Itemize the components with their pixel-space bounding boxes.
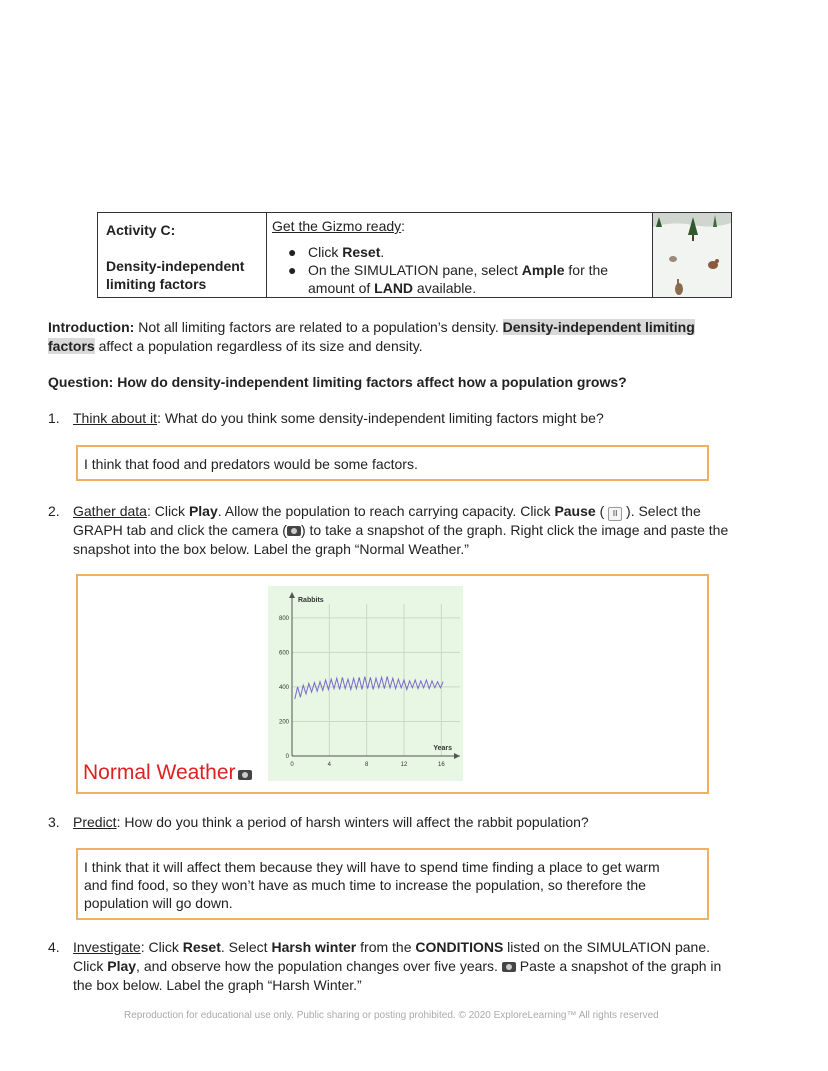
- q4-number: 4.: [48, 939, 60, 955]
- q2-line2: GRAPH tab and click the camera ( ) to take a snapshot of the graph. Right click the image and paste the: [73, 522, 729, 538]
- q2-line3: snapshot into the box below. Label the graph “Normal Weather.”: [73, 541, 469, 557]
- x-tick-label: 0: [290, 762, 294, 768]
- bullet-reset: Click Reset.: [308, 244, 385, 260]
- gizmo-ready-cell: [266, 213, 653, 297]
- q4-line2: Click Play, and observe how the population changes over five years. Paste a snapshot of the graph in: [73, 958, 722, 974]
- gizmo-ready-heading: Get the Gizmo ready:: [272, 218, 406, 234]
- q3-answer-line1: I think that it will affect them because they will have to spend time finding a place to get warm: [84, 859, 660, 875]
- q1-text: Think about it: What do you think some density-independent limiting factors might be?: [73, 410, 604, 426]
- intro-line2: factors affect a population regardless of its size and density.: [48, 338, 423, 354]
- q3-text: Predict: How do you think a period of harsh winters will affect the rabbit population?: [73, 814, 589, 830]
- x-tick-label: 12: [400, 762, 408, 768]
- camera-icon: [238, 770, 252, 780]
- q3-number: 3.: [48, 814, 60, 830]
- y-tick-label: 800: [278, 615, 289, 622]
- pause-icon: II: [608, 507, 622, 521]
- q3-answer-line3: population will go down.: [84, 895, 233, 911]
- x-tick-label: 8: [364, 762, 369, 768]
- bullet-land-line2: amount of LAND available.: [308, 280, 477, 296]
- rabbit-snow-thumbnail: [653, 213, 731, 297]
- camera-icon: [287, 526, 301, 536]
- q3-answer-box[interactable]: [76, 848, 709, 920]
- activity-subtitle-line1: Density-independent: [106, 258, 245, 274]
- activity-header-table: [97, 212, 732, 298]
- normal-weather-label: Normal Weather: [83, 760, 252, 786]
- copyright-footer: Reproduction for educational use only. Public sharing or posting prohibited. © 2020 ExploreLearning™ All rights reserved: [124, 1010, 659, 1021]
- activity-subtitle-line2: limiting factors: [106, 276, 207, 292]
- x-tick-label: 4: [327, 762, 332, 768]
- question-heading: Question: How do density-independent limiting factors affect how a population grows?: [48, 374, 627, 390]
- q3-answer-line2: and find food, so they won’t have as much time to increase the population, so therefore the: [84, 877, 646, 893]
- y-tick-label: 600: [278, 650, 289, 657]
- series-line: [295, 677, 443, 699]
- camera-icon: [502, 962, 516, 972]
- q4-line3: the box below. Label the graph “Harsh Winter.”: [73, 977, 362, 993]
- y-axis-label: Rabbits: [298, 597, 324, 604]
- q1-number: 1.: [48, 410, 60, 426]
- q1-answer: I think that food and predators would be some factors.: [84, 456, 418, 472]
- x-axis-arrow: [454, 753, 460, 759]
- activity-title-cell: [98, 213, 267, 297]
- y-tick-label: 200: [278, 719, 289, 726]
- activity-title: Activity C:: [106, 222, 176, 238]
- intro-line1: Introduction: Not all limiting factors are related to a population’s density. Density-independent limiting: [48, 319, 695, 335]
- y-tick-label: 400: [278, 684, 289, 691]
- population-graph: [268, 586, 463, 781]
- y-axis-arrow: [289, 592, 295, 598]
- q1-answer-box[interactable]: [76, 445, 709, 481]
- bullet-land: On the SIMULATION pane, select Ample for the: [308, 262, 609, 278]
- q2-number: 2.: [48, 503, 60, 519]
- population-chart-svg: [268, 586, 463, 781]
- x-tick-label: 16: [437, 762, 445, 768]
- x-axis-label: Years: [433, 745, 452, 752]
- q2-line1: Gather data: Click Play. Allow the population to reach carrying capacity. Click Pause ( II ). Select the: [73, 503, 701, 519]
- q4-line1: Investigate: Click Reset. Select Harsh winter from the CONDITIONS listed on the SIMULATION pane.: [73, 939, 711, 955]
- y-tick-label: 0: [285, 754, 289, 760]
- bullet-dot: ●: [288, 244, 297, 260]
- bullet-dot: ●: [288, 262, 297, 278]
